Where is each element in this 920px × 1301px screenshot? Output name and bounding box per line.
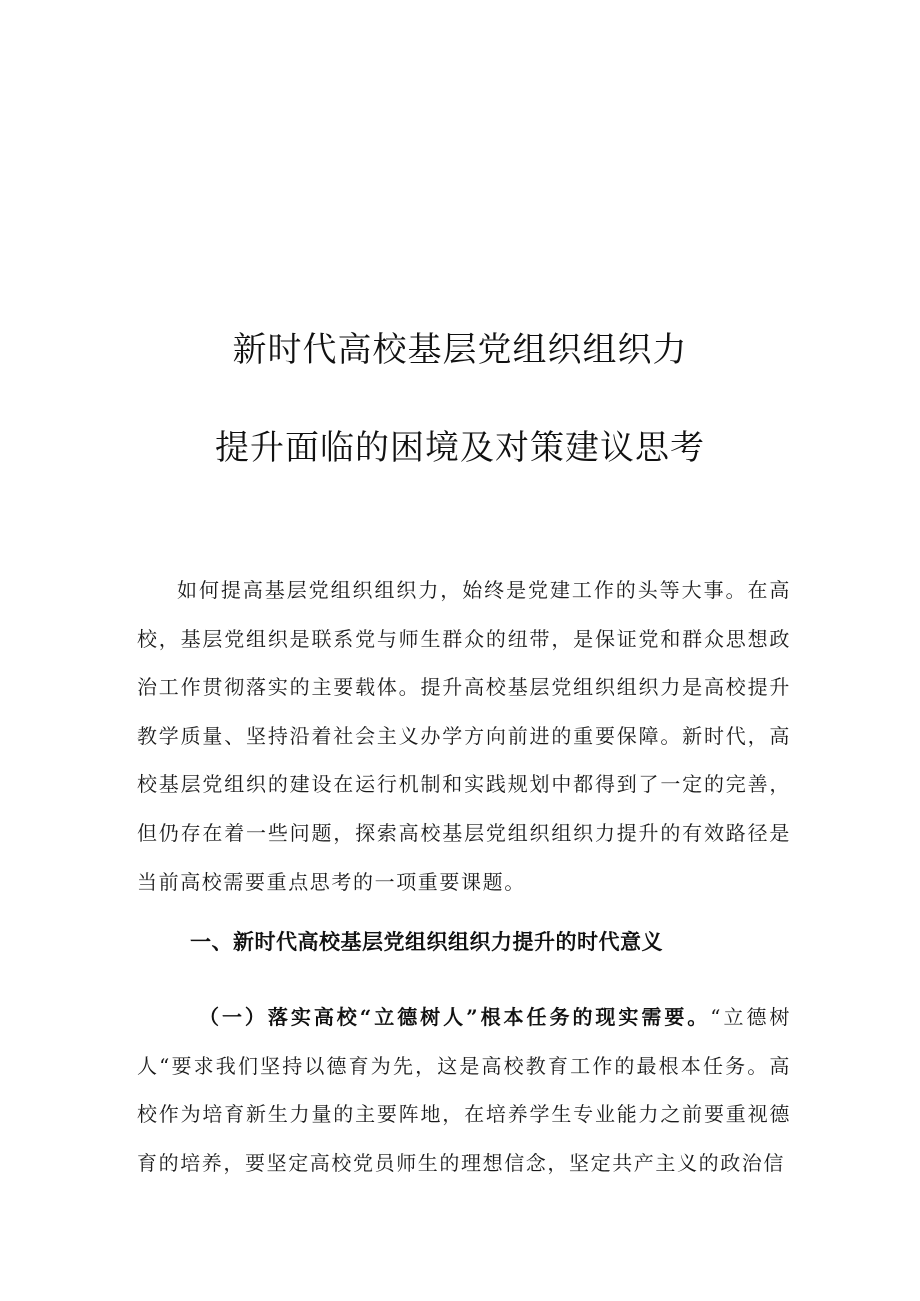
subsection-heading: （一）落实高校“立德树人”根本任务的现实需要。	[199, 1005, 711, 1029]
document-title-line-2: 提升面临的困境及对策建议思考	[215, 428, 705, 468]
section-heading: 一、新时代高校基层党组织组织力提升的时代意义	[190, 930, 663, 954]
subsection-paragraph	[137, 993, 791, 1187]
document-title-line-1: 新时代高校基层党组织组织力	[232, 330, 688, 370]
subsection-text: “立德树人“要求我们坚持以德育为先，这是高校教育工作的最根本任务。高校作为培育新生力量的主要阵地，在培养学生专业能力之前要重视德育的培养，要坚定高校党员师生的理想信念，坚定共产主义的政治信	[137, 1005, 792, 1175]
intro-paragraph: 如何提高基层党组织组织力，始终是党建工作的头等大事。在高校，基层党组织是联系党与师生群众的纽带，是保证党和群众思想政治工作贯彻落实的主要载体。提升高校基层党组织组织力是高校提升教学质量、坚持沿着社会主义办学方向前进的重要保障。新时代，高校基层党组织的建设在运行机制和实践规划中都得到了一定的完善，但仍存在着一些问题，探索高校基层党组织组织力提升的有效路径是当前高校需要重点思考的一项重要课题。	[137, 578, 791, 894]
